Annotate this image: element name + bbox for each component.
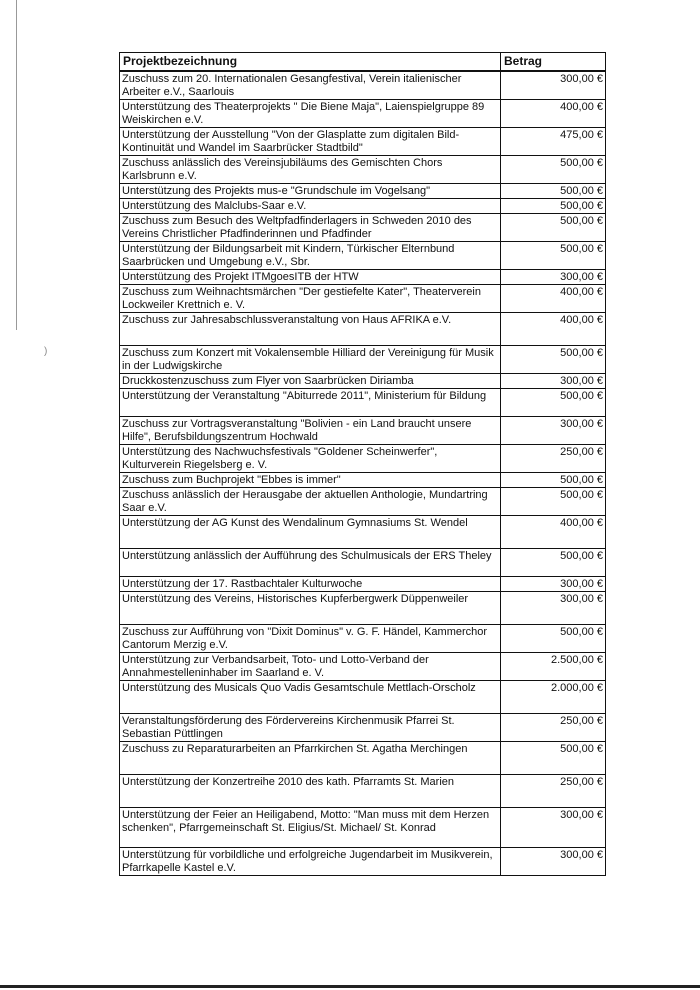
amount-cell: 300,00 €	[501, 848, 606, 876]
table-row	[120, 389, 606, 417]
amount-cell: 500,00 €	[501, 184, 606, 199]
scan-bottom-edge	[0, 985, 700, 988]
table-row	[120, 71, 606, 100]
amount-cell: 500,00 €	[501, 214, 606, 242]
table-row	[120, 549, 606, 577]
table-row	[120, 285, 606, 313]
project-cell: Unterstützung des Musicals Quo Vadis Gesamtschule Mettlach-Orscholz	[120, 681, 501, 714]
project-cell: Unterstützung der AG Kunst des Wendalinum Gymnasiums St. Wendel	[120, 516, 501, 549]
table-row	[120, 374, 606, 389]
amount-cell: 500,00 €	[501, 473, 606, 488]
project-cell: Unterstützung des Projekts mus-e "Grundschule im Vogelsang"	[120, 184, 501, 199]
project-cell: Unterstützung der Bildungsarbeit mit Kindern, Türkischer Elternbund Saarbrücken und Umgebung e.V., Sbr.	[120, 242, 501, 270]
table-row	[120, 156, 606, 184]
project-cell: Zuschuss zum Weihnachtsmärchen "Der gestiefelte Kater", Theaterverein Lockweiler Krettnich e. V.	[120, 285, 501, 313]
table-row	[120, 214, 606, 242]
project-cell: Zuschuss zu Reparaturarbeiten an Pfarrkirchen St. Agatha Merchingen	[120, 742, 501, 775]
project-cell: Unterstützung für vorbildliche und erfolgreiche Jugendarbeit im Musikverein, Pfarrkapelle Kastel e.V.	[120, 848, 501, 876]
header-amount: Betrag	[501, 53, 606, 72]
project-cell: Unterstützung der 17. Rastbachtaler Kulturwoche	[120, 577, 501, 592]
table-row	[120, 242, 606, 270]
table-row	[120, 199, 606, 214]
table-row	[120, 346, 606, 374]
amount-cell: 500,00 €	[501, 389, 606, 417]
amount-cell: 400,00 €	[501, 285, 606, 313]
table-row	[120, 653, 606, 681]
project-cell: Zuschuss zur Vortragsveranstaltung "Bolivien - ein Land braucht unsere Hilfe", Berufsbildungszentrum Hochwald	[120, 417, 501, 445]
project-cell: Unterstützung des Nachwuchsfestivals "Goldener Scheinwerfer", Kulturverein Riegelsberg e. V.	[120, 445, 501, 473]
table-row	[120, 473, 606, 488]
scan-mark: )	[44, 346, 48, 357]
project-cell: Unterstützung der Veranstaltung "Abiturrede 2011", Ministerium für Bildung	[120, 389, 501, 417]
amount-cell: 2.000,00 €	[501, 681, 606, 714]
table-row	[120, 577, 606, 592]
table-row	[120, 516, 606, 549]
project-cell: Unterstützung des Vereins, Historisches Kupferbergwerk Düppenweiler	[120, 592, 501, 625]
amount-cell: 300,00 €	[501, 417, 606, 445]
table-row	[120, 808, 606, 848]
amount-cell: 300,00 €	[501, 71, 606, 100]
amount-cell: 500,00 €	[501, 156, 606, 184]
amount-cell: 300,00 €	[501, 592, 606, 625]
project-cell: Unterstützung des Theaterprojekts " Die Biene Maja", Laienspielgruppe 89 Weiskirchen e.V.	[120, 100, 501, 128]
amount-cell: 500,00 €	[501, 625, 606, 653]
project-cell: Unterstützung der Ausstellung "Von der Glasplatte zum digitalen Bild-Kontinuität und Wandel im Saarbrücker Stadtbild"	[120, 128, 501, 156]
amount-cell: 500,00 €	[501, 346, 606, 374]
amount-cell: 475,00 €	[501, 128, 606, 156]
amount-cell: 500,00 €	[501, 488, 606, 516]
amount-cell: 500,00 €	[501, 242, 606, 270]
project-cell: Zuschuss zum Besuch des Weltpfadfinderlagers in Schweden 2010 des Vereins Christlicher Pfadfinderinnen und Pfadfinder	[120, 214, 501, 242]
table-row	[120, 417, 606, 445]
amount-cell: 300,00 €	[501, 808, 606, 848]
project-cell: Unterstützung zur Verbandsarbeit, Toto- und Lotto-Verband der Annahmestelleninhaber im Saarland e. V.	[120, 653, 501, 681]
project-cell: Unterstützung der Feier an Heiligabend, Motto: "Man muss mit dem Herzen schenken", Pfarrgemeinschaft St. Eligius/St. Michael/ St. Konrad	[120, 808, 501, 848]
amount-cell: 300,00 €	[501, 374, 606, 389]
amount-cell: 250,00 €	[501, 775, 606, 808]
amount-cell: 500,00 €	[501, 199, 606, 214]
project-cell: Veranstaltungsförderung des Fördervereins Kirchenmusik Pfarrei St. Sebastian Püttlingen	[120, 714, 501, 742]
project-cell: Zuschuss anlässlich der Herausgabe der aktuellen Anthologie, Mundartring Saar e.V.	[120, 488, 501, 516]
funding-table	[119, 52, 606, 876]
table-row	[120, 848, 606, 876]
table-row	[120, 488, 606, 516]
amount-cell: 250,00 €	[501, 714, 606, 742]
project-cell: Zuschuss zur Aufführung von "Dixit Dominus" v. G. F. Händel, Kammerchor Cantorum Merzig e.V.	[120, 625, 501, 653]
table-row	[120, 128, 606, 156]
amount-cell: 500,00 €	[501, 549, 606, 577]
amount-cell: 300,00 €	[501, 270, 606, 285]
project-cell: Zuschuss anlässlich des Vereinsjubiläums des Gemischten Chors Karlsbrunn e.V.	[120, 156, 501, 184]
table-row	[120, 681, 606, 714]
table-row	[120, 184, 606, 199]
table-row	[120, 270, 606, 285]
amount-cell: 400,00 €	[501, 100, 606, 128]
scan-margin-line	[16, 0, 17, 330]
project-cell: Unterstützung anlässlich der Aufführung des Schulmusicals der ERS Theley	[120, 549, 501, 577]
amount-cell: 300,00 €	[501, 577, 606, 592]
project-cell: Unterstützung des Projekt ITMgoesITB der HTW	[120, 270, 501, 285]
header-project: Projektbezeichnung	[120, 53, 501, 72]
table-row	[120, 714, 606, 742]
project-cell: Zuschuss zum 20. Internationalen Gesangfestival, Verein italienischer Arbeiter e.V., Saarlouis	[120, 71, 501, 100]
amount-cell: 400,00 €	[501, 516, 606, 549]
project-cell: Zuschuss zur Jahresabschlussveranstaltung von Haus AFRIKA e.V.	[120, 313, 501, 346]
table-row	[120, 775, 606, 808]
amount-cell: 250,00 €	[501, 445, 606, 473]
table-header-row	[120, 53, 606, 72]
project-cell: Unterstützung des Malclubs-Saar e.V.	[120, 199, 501, 214]
project-cell: Unterstützung der Konzertreihe 2010 des kath. Pfarramts St. Marien	[120, 775, 501, 808]
amount-cell: 500,00 €	[501, 742, 606, 775]
table-row	[120, 625, 606, 653]
project-cell: Zuschuss zum Konzert mit Vokalensemble Hilliard der Vereinigung für Musik in der Ludwigskirche	[120, 346, 501, 374]
table-row	[120, 592, 606, 625]
amount-cell: 2.500,00 €	[501, 653, 606, 681]
project-cell: Druckkostenzuschuss zum Flyer von Saarbrücken Diriamba	[120, 374, 501, 389]
table-row	[120, 313, 606, 346]
amount-cell: 400,00 €	[501, 313, 606, 346]
table-row	[120, 445, 606, 473]
table-row	[120, 100, 606, 128]
project-cell: Zuschuss zum Buchprojekt "Ebbes is immer"	[120, 473, 501, 488]
table-row	[120, 742, 606, 775]
